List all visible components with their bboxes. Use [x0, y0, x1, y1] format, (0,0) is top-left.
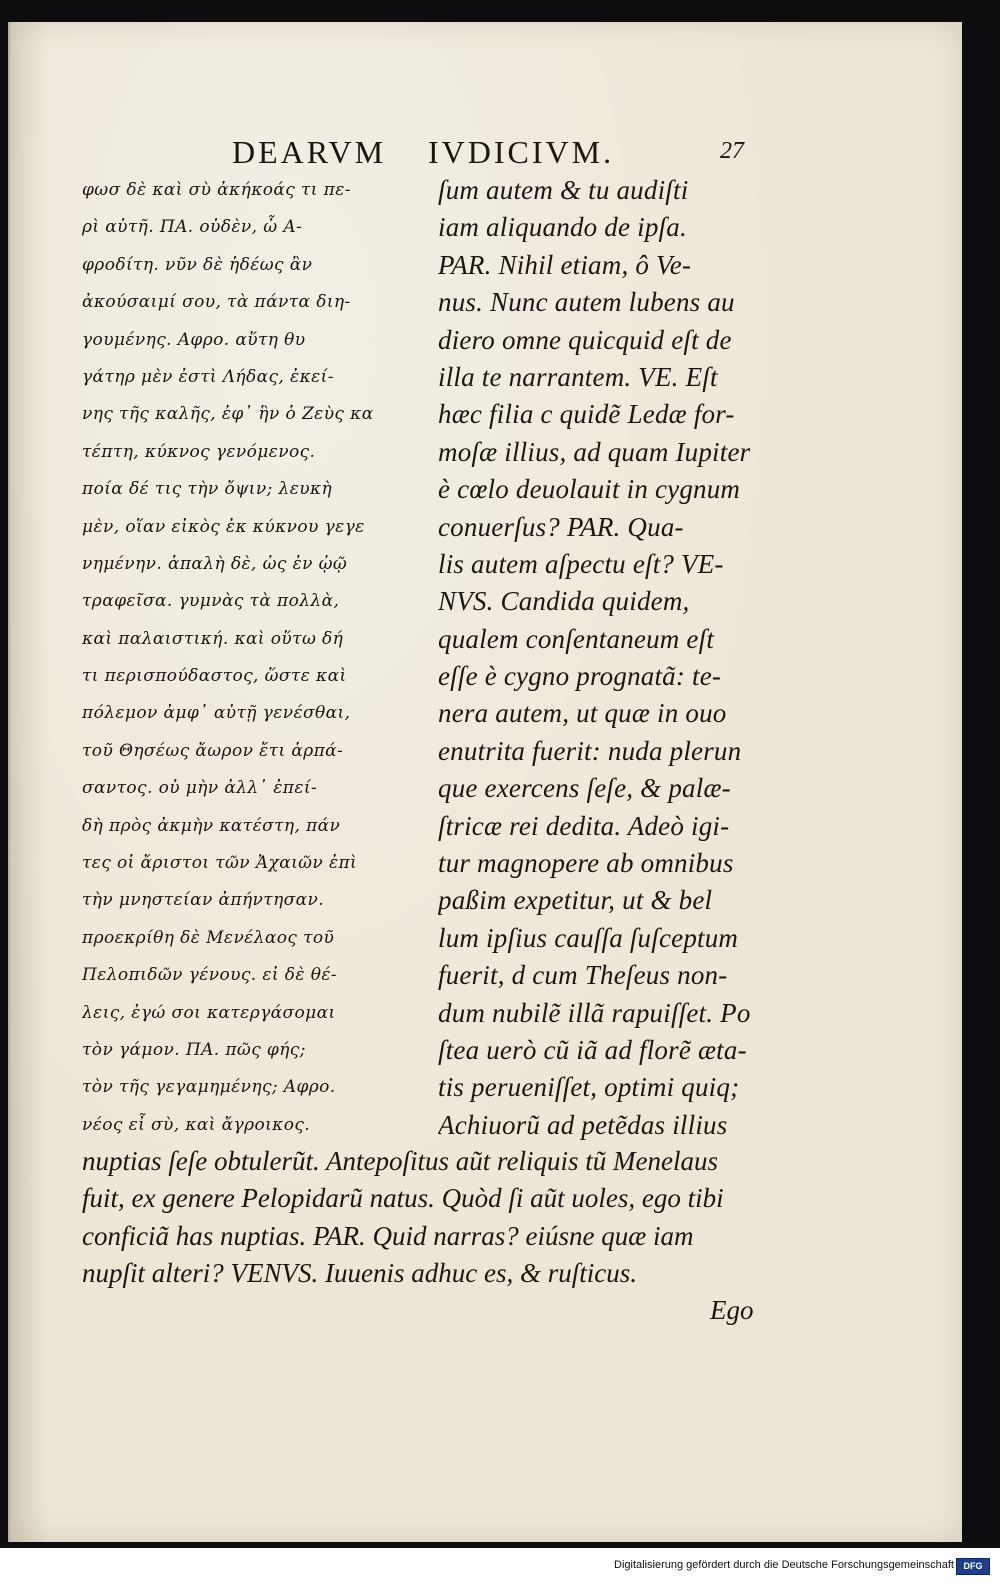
greek-text-line: τὴν μνηστείαν ἀπήντησαν. [82, 890, 325, 911]
latin-text-line: tur magnopere ab omnibus [438, 848, 734, 879]
greek-text-line: μὲν, οἵαν εἰκὸς ἐκ κύκνου γεγε [82, 516, 365, 537]
latin-text-line: nuptias ſeſe obtulerũt. Antepoſitus aũt reliquis tũ Menelaus [82, 1146, 718, 1176]
greek-text-line: πόλεμον ἀμφ᾿ αὐτῇ γενέσθαι, [82, 703, 351, 724]
greek-text-line: τὸν γάμον. ΠΑ. πῶς φής; [82, 1039, 306, 1060]
greek-text-line: νέος εἶ σὺ, καὶ ἄγροικος. [82, 1114, 311, 1135]
latin-text-line: ſtea uerò cũ iã ad florẽ ætа- [438, 1034, 747, 1065]
latin-text-line: nupſit alteri? VENVS. Iuuenis adhuc es, & ruſticus. [82, 1258, 637, 1289]
greek-text-line: νης τῆς καλῆς, ἐφ᾿ ἣν ὁ Ζεὺς κα [82, 404, 374, 425]
greek-text-line: τέπτη, κύκνος γενόμενος. [82, 441, 316, 462]
funding-credit: Digitalisierung gefördert durch die Deutsche Forschungsgemeinschaft [614, 1559, 954, 1571]
greek-text-line: τι περισπούδαστος, ὥστε καὶ [82, 666, 347, 687]
latin-text-line: que exercens ſeſe, & palæ- [438, 773, 731, 804]
greek-text-line: καὶ παλαιστική. καὶ οὕτω δή [82, 628, 344, 649]
latin-text-line: conficiã has nuptias. PAR. Quid narras? eiúsne quæ iam [82, 1220, 694, 1251]
greek-text-line: δὴ πρὸς ἀκμὴν κατέστη, πάν [82, 815, 341, 836]
greek-text-line: γάτηρ μὲν ἐστὶ Λήδας, ἐκεί- [82, 366, 334, 387]
latin-text-line: iam aliquando de ipſa. [438, 212, 687, 243]
latin-text-line: eſſe è cygno prognatã: te- [438, 661, 722, 692]
latin-text-line: nera autem, ut quæ in ouo [438, 698, 727, 729]
footer-bar [0, 1548, 1000, 1588]
greek-text-line: φωσ δὲ καὶ σὺ ἀκήκοάς τι πε- [82, 180, 351, 200]
greek-text-line: τὸν τῆς γεγαμημένης; Αφρο. [82, 1077, 336, 1098]
greek-text-line: φροδίτη. νῦν δὲ ἡδέως ἂν [82, 254, 313, 275]
latin-text-line: moſæ illius, ad quam Iupiter [438, 436, 751, 467]
latin-text-line: Achiuorũ ad petẽdas illius [438, 1109, 728, 1140]
running-head [10, 134, 962, 174]
running-head-right: IVDICIVM. [428, 134, 615, 170]
greek-text-line: γουμένης. Αφρο. αὕτη θυ [82, 329, 306, 350]
latin-text-line: fuit, ex genere Pelopidarũ natus. Quòd ſi aũt uoles, ego tibi [82, 1183, 724, 1214]
dfg-logo: DFG [956, 1558, 990, 1575]
latin-text-line: dum nubilẽ illã rapuiſſet. Po [438, 997, 751, 1028]
greek-text-line: νημένην. ἁπαλὴ δὲ, ὡς ἐν ᾠῷ [82, 553, 348, 574]
greek-text-line: ρὶ αὐτῆ. ΠΑ. οὐδὲν, ὦ Α- [82, 217, 303, 238]
latin-text-line: diero omne quicquid eſt de [438, 324, 732, 355]
latin-text-line: è cœlo deuolauit in cygnum [438, 474, 741, 505]
greek-text-line: τραφεῖσα. γυμνὰς τὰ πολλὰ, [82, 591, 340, 612]
latin-text-line: paßim expetitur, ut & bel [438, 885, 713, 916]
latin-text-line: qualem conſentaneum eſt [438, 623, 715, 654]
latin-text-line: lis autem aſpectu eſt? VE- [438, 548, 724, 579]
full-width-latin-text [82, 1143, 782, 1293]
latin-text-line: NVS. Candida quidem, [438, 586, 690, 617]
greek-text-line: σαντος. οὐ μὴν ἀλλ᾿ ἐπεί- [82, 778, 318, 799]
book-page [8, 22, 962, 1542]
greek-text-line: λεις, ἐγώ σοι κατεργάσομαι [82, 1002, 336, 1023]
latin-text-line: enutrita fuerit: nuda plerun [438, 735, 742, 766]
greek-text-column [82, 172, 428, 1144]
catchword: Ego [710, 1295, 754, 1325]
latin-text-line: conuerſus? PAR. Qua- [438, 511, 684, 542]
latin-text-line: nus. Nunc autem lubens au [438, 287, 735, 318]
greek-text-line: ἀκούσαιμί σου, τὰ πάντα διη- [82, 292, 351, 313]
latin-text-line: ſtricæ rei dedita. Adeò igi- [438, 810, 730, 841]
latin-text-column [438, 172, 768, 1144]
page-number: 27 [720, 138, 744, 164]
latin-text-line: PAR. Nihil etiam, ô Ve- [438, 249, 692, 280]
greek-text-line: τες οἱ ἄριστοι τῶν Ἀχαιῶν ἐπὶ [82, 853, 358, 874]
greek-text-line: ποία δέ τις τὴν ὄψιν; λευκὴ [82, 479, 333, 500]
running-head-left: DEARVM [232, 134, 387, 170]
latin-text-line: lum ipſius cauſſa ſuſceptum [438, 922, 739, 953]
greek-text-line: προεκρίθη δὲ Μενέλαος τοῦ [82, 927, 335, 948]
latin-text-line: hæc filia c quidẽ Ledæ for- [438, 399, 735, 430]
latin-text-line: fuerit, d cum Theſeus non- [438, 960, 728, 991]
latin-text-line: ſum autem & tu audiſti [438, 175, 689, 205]
greek-text-line: τοῦ Θησέως ἄωρον ἔτι ἁρπά- [82, 740, 344, 761]
greek-text-line: Πελοπιδῶν γένους. εἰ δὲ θέ- [82, 965, 338, 986]
latin-text-line: illa te narrantem. VE. Eſt [438, 361, 718, 392]
latin-text-line: tis perueniſſet, optimi quiq; [438, 1072, 740, 1103]
